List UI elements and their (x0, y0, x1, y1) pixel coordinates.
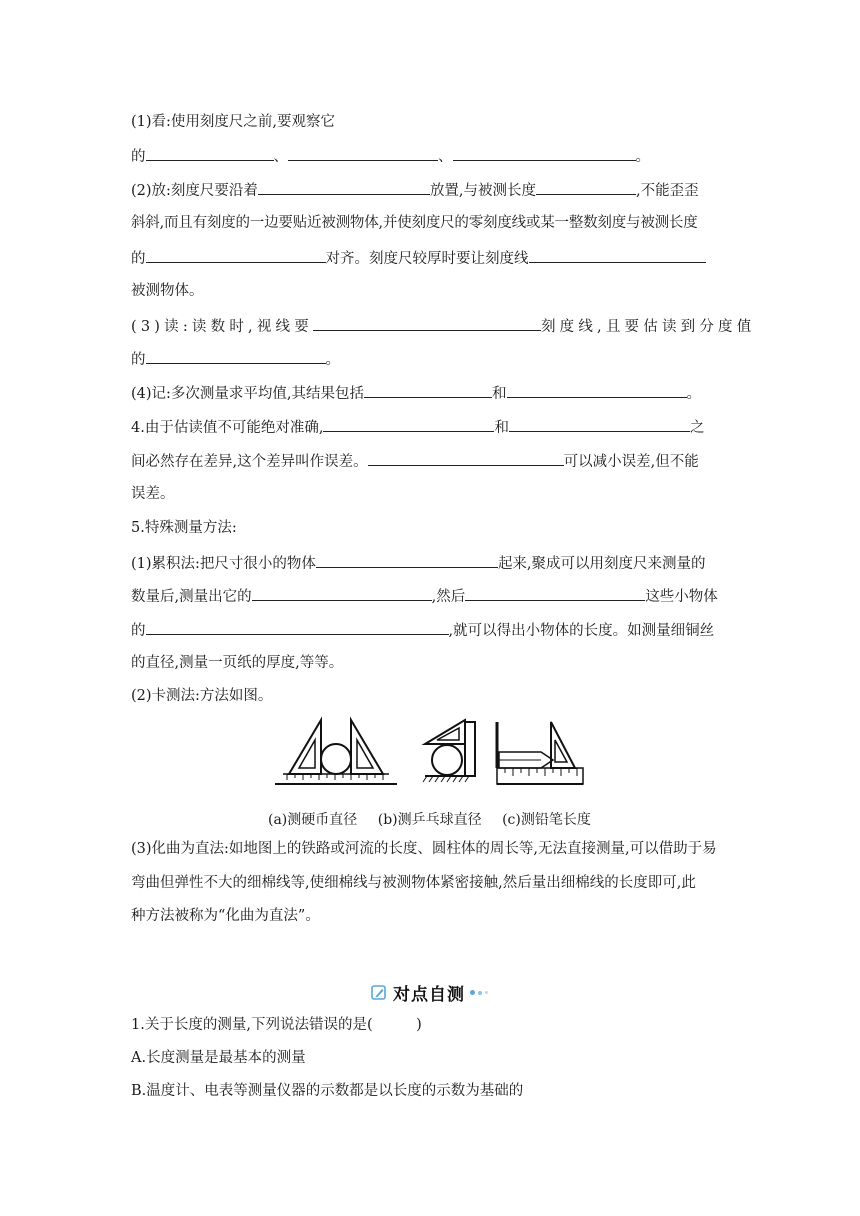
ruler (497, 768, 583, 784)
text-line (131, 552, 706, 574)
fill-blank (288, 145, 438, 161)
text-line: 弯曲但弹性不大的细棉线等,使细棉线与被测物体紧密接触,然后量出细棉线的长度即可,此 (131, 875, 696, 891)
text-line (131, 315, 755, 337)
text-line: 5.特殊测量方法: (131, 520, 237, 536)
text: ,然后 (431, 589, 466, 605)
text: (2)放:刻度尺要沿着 (131, 183, 258, 199)
text-line: (1)看:使用刻度尺之前,要观察它 (131, 114, 336, 130)
text: 对齐。刻度尺较厚时要让刻度线 (325, 251, 529, 267)
fill-blank (323, 416, 494, 432)
text-line: 种方法被称为“化曲为直法”。 (131, 908, 320, 924)
caption-c: (c)测铅笔长度 (502, 812, 591, 828)
fill-blank (146, 145, 274, 161)
text: 可以减小误差,但不能 (563, 454, 699, 470)
decorative-dots (470, 990, 488, 995)
fill-blank (536, 179, 636, 195)
pencil-note-icon (371, 985, 387, 1001)
dot (478, 991, 482, 995)
question-stem: 1.关于长度的测量,下列说法错误的是( ) (131, 1017, 422, 1033)
text: 、 (273, 149, 288, 165)
text: 的 (131, 352, 146, 368)
text: 的 (131, 149, 146, 165)
text: 4.由于估读值不可能绝对准确, (131, 420, 324, 436)
text: (3)读:读数时,视线要 (131, 319, 313, 335)
left-set-square (289, 720, 321, 774)
fill-blank (364, 382, 492, 398)
text: 。 (325, 352, 340, 368)
text-line (131, 450, 699, 472)
text-line: 斜斜,而且有刻度的一边要贴近被测物体,并使刻度尺的零刻度线或某一整数刻度与被测长度 (131, 215, 698, 231)
text-line: (2)卡测法:方法如图。 (131, 688, 273, 704)
caption-a: (a)测硬币直径 (268, 812, 358, 828)
fill-blank (146, 348, 326, 364)
fill-blank (509, 416, 690, 432)
text: 间必然存在差异,这个差异叫作误差。 (131, 454, 368, 470)
vertical-ruler (465, 722, 475, 776)
dot (470, 990, 475, 995)
text: 刻度线,且要估读到分度值 (540, 319, 756, 335)
fill-blank (368, 450, 564, 466)
pencil-length-diagram (497, 722, 583, 784)
text: (1)累积法:把尺寸很小的物体 (131, 556, 316, 572)
fill-blank (529, 247, 706, 263)
text: 这些小物体 (645, 589, 718, 605)
text: 的 (131, 623, 146, 639)
text-line (131, 247, 706, 269)
fill-blank (465, 585, 645, 601)
text: (4)记:多次测量求平均值,其结果包括 (131, 386, 365, 402)
text: 。 (686, 386, 702, 402)
text-line (131, 619, 714, 641)
figure-caption (268, 809, 607, 829)
option-b: B.温度计、电表等测量仪器的示数都是以长度的示数为基础的 (131, 1083, 524, 1099)
text: 、 (438, 149, 453, 165)
text: 数量后,测量出它的 (131, 589, 252, 605)
coin (321, 744, 351, 774)
measurement-figure (275, 716, 585, 792)
section-header (371, 980, 488, 1005)
text: 和 (492, 386, 507, 402)
fill-blank (146, 247, 326, 263)
fill-blank (258, 179, 430, 195)
text: 的 (131, 251, 146, 267)
text-line (131, 585, 718, 607)
text-line (131, 145, 650, 167)
fill-blank (313, 315, 541, 331)
dot (485, 991, 488, 994)
fill-blank (316, 552, 498, 568)
right-set-square (351, 720, 383, 774)
text-line (131, 348, 340, 370)
ping-pong-ball (432, 745, 462, 775)
text: ,就可以得出小物体的长度。如测量细铜丝 (448, 623, 715, 639)
fill-blank (507, 382, 687, 398)
text-line: 被测物体。 (131, 283, 204, 299)
fill-blank (252, 585, 432, 601)
text-line: 误差。 (131, 486, 175, 502)
text: 之 (689, 420, 705, 436)
option-a: A.长度测量是最基本的测量 (131, 1050, 306, 1066)
caption-b: (b)测乒乓球直径 (377, 812, 482, 828)
text-line (131, 179, 699, 201)
text-line: 的直径,测量一页纸的厚度,等等。 (131, 655, 344, 671)
text: 和 (494, 420, 509, 436)
text: 起来,聚成可以用刻度尺来测量的 (497, 556, 706, 572)
section-title: 对点自测 (393, 985, 465, 1005)
text-line (131, 416, 704, 438)
ball-diameter-diagram (423, 720, 475, 782)
text: 放置,与被测长度 (429, 183, 537, 199)
text: 。 (635, 149, 650, 165)
text-line: (3)化曲为直法:如地图上的铁路或河流的长度、圆柱体的周长等,无法直接测量,可以借助于易 (131, 841, 717, 857)
fill-blank (453, 145, 636, 161)
coin-diameter-diagram (275, 720, 397, 784)
fill-blank (146, 619, 449, 635)
text: ,不能歪歪 (636, 183, 699, 199)
text-line (131, 382, 701, 404)
